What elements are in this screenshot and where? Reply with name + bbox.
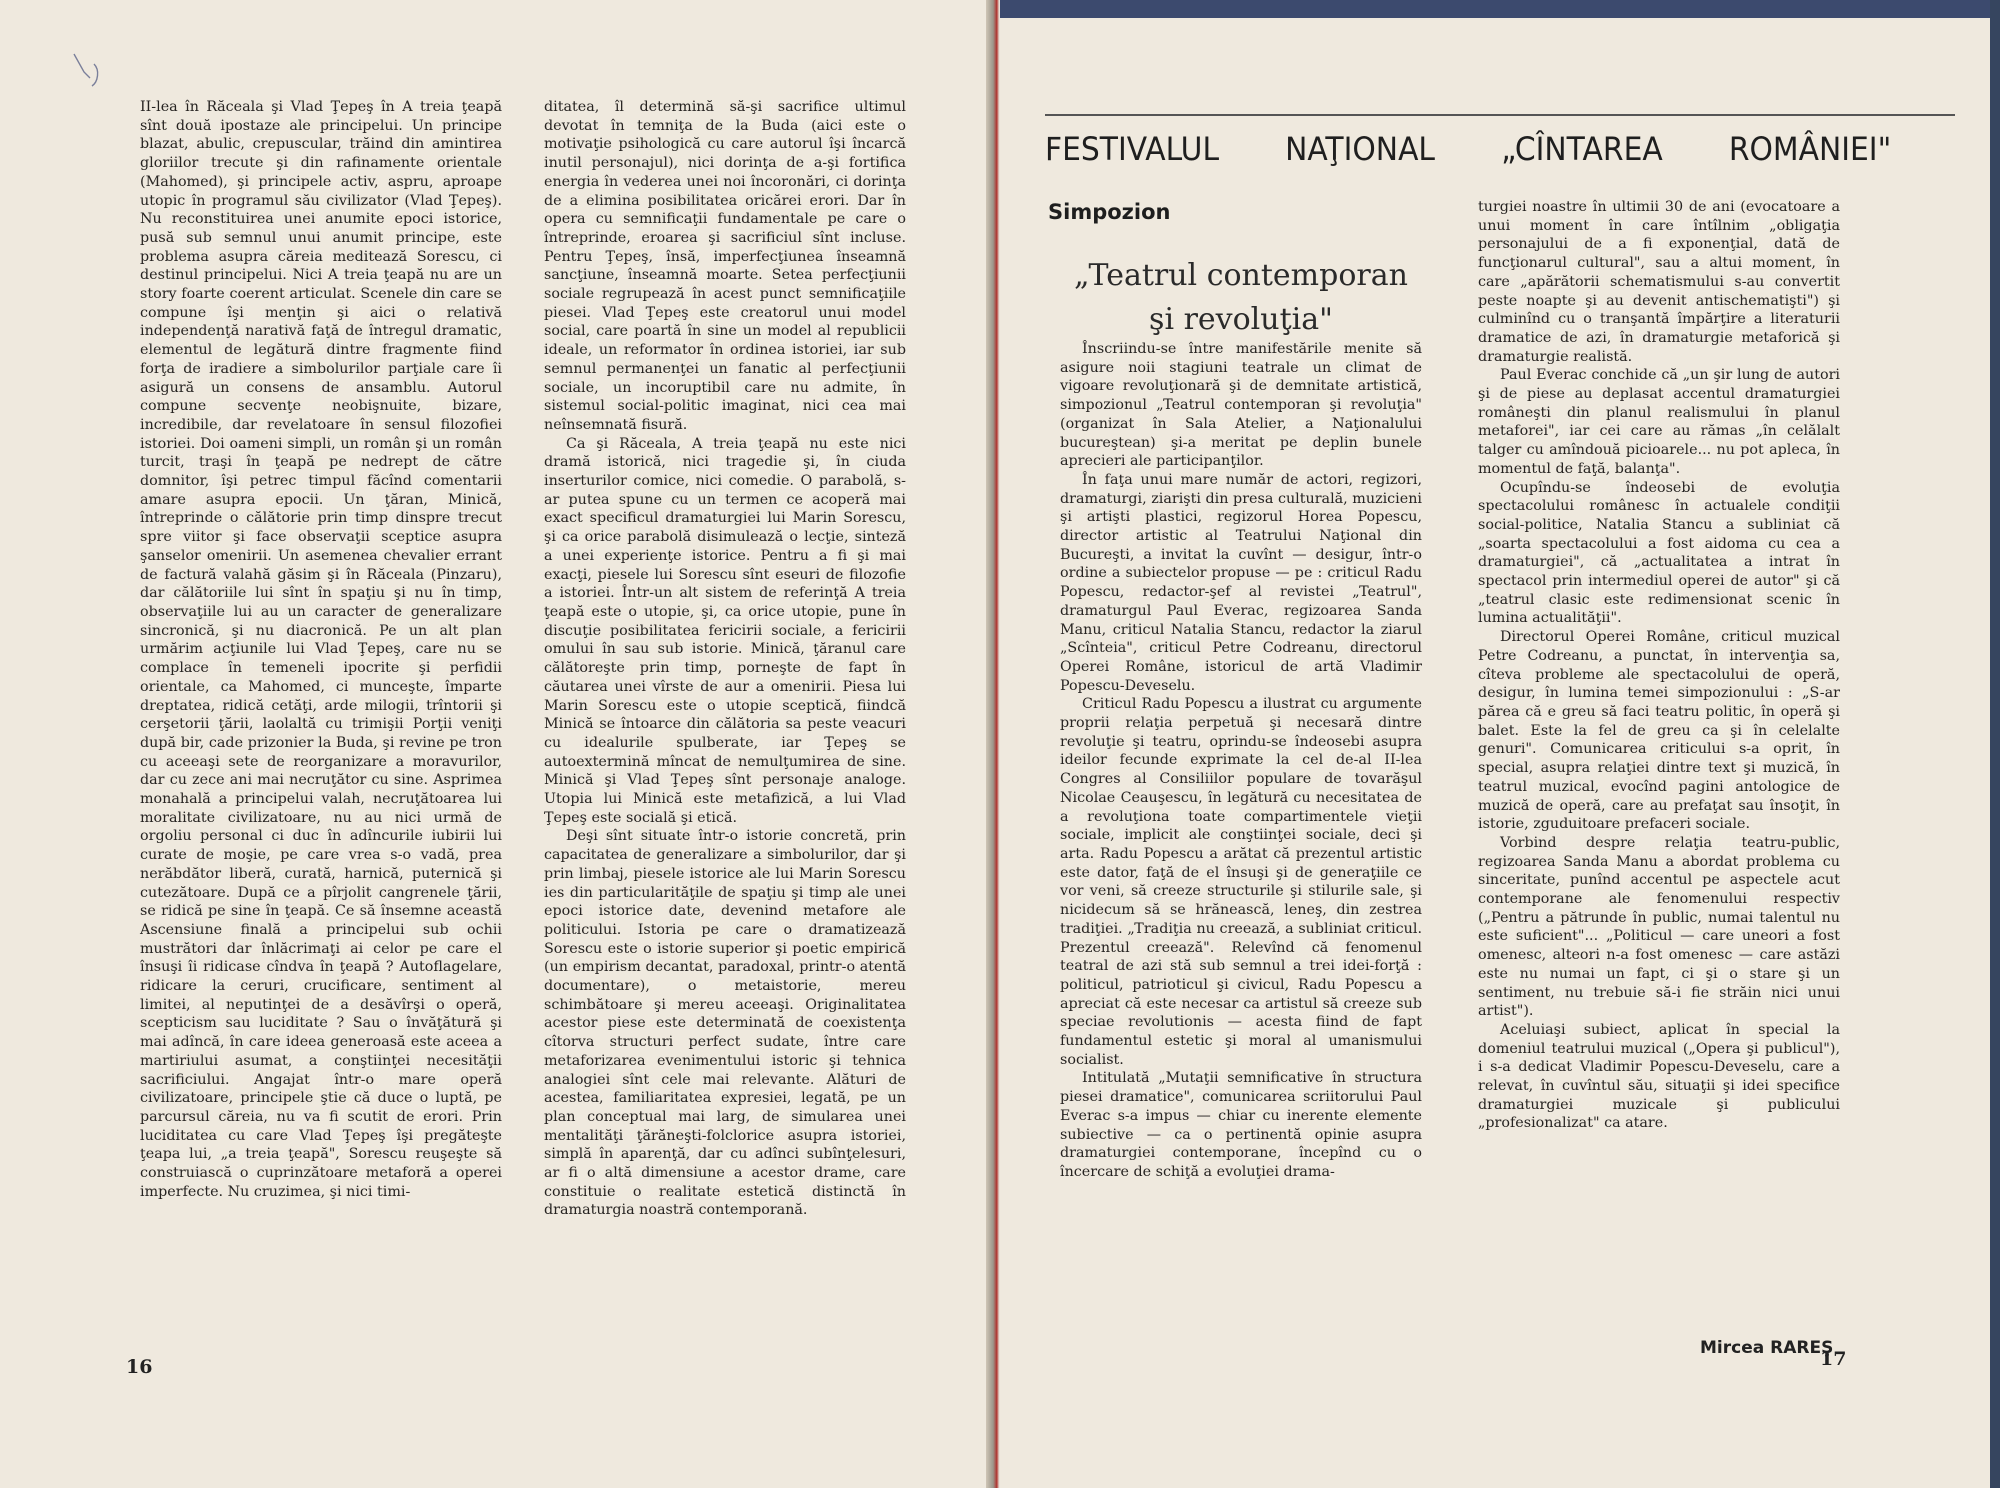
left-column-1 xyxy=(140,98,502,1201)
paragraph: Vorbind despre relaţia teatru-public, regizoarea Sanda Manu a abordat problema cu sinceritate, punînd accentul pe aspectele acut contemporane ale fenomenului respectiv („Pentru a pătrunde în public, numai talentul nu este suficient"... „Politicul — care uneori a fost omenesc, alteori n-a fost omenesc — care astăzi este nu numai un fapt, ci şi o stare şi un sentiment, nu trebuie să-i fie străin nici unui artist"). xyxy=(1478,834,1840,1020)
header-word: „CÎNTAREA xyxy=(1501,130,1663,168)
article-title-line-1: „Teatrul contemporan xyxy=(1074,258,1408,293)
header-text xyxy=(1045,130,1891,168)
paragraph: turgiei noastre în ultimii 30 de ani (evocatoare a unui moment în care întîlnim „obligaţia personajului de a fi exponenţial, dată de funcţionarul cultural", sau a altui moment, în care „apărătorii schematismului s-au convertit peste noapte şi au devenit antischematişti") şi culminînd cu o tranşantă împărţire a literaturii dramatice de azi, în dramaturgie metaforică şi dramaturgie realistă. xyxy=(1478,199,1840,365)
paragraph: Directorul Operei Române, criticul muzical Petre Codreanu, a punctat, în intervenţia sa, cîteva probleme ale spectacolului de operă, desigur, în lumina temei simpozionului : „S-ar părea că e greu să faci teatru politic, în operă şi balet. Este la fel de greu ca şi în celelalte genuri". Comunicarea criticului s-a oprit, în special, asupra relaţiei dintre text şi muzică, în teatrul muzical, evocînd pagini antologice de muzică de operă, care au prefaţat sau însoţit, în istorie, zguduitoare prefaceri sociale. xyxy=(1478,629,1840,833)
paragraph: Intitulată „Mutaţii semnificative în structura piesei dramatice", comunicarea scriitorului Paul Everac s-a impus — chiar cu inerente elemente subiective — ca o pertinentă opinie asupra dramaturgiei contemporane, începînd cu o încercare de schiţă a evoluţiei drama- xyxy=(1060,1070,1422,1180)
paragraph: Paul Everac conchide că „un şir lung de autori şi de piese au deplasat accentul dramaturgiei româneşti din planul realismului în planul metaforei", iar cei care au rămas „în celălalt talger cu amîndouă picioarele... nu pot apleca, în momentul de faţă, balanţa". xyxy=(1478,367,1840,477)
left-column-2 xyxy=(544,98,906,1220)
article-title-line-2: şi revoluţia" xyxy=(1149,302,1333,337)
header-word: ROMÂNIEI" xyxy=(1728,130,1892,168)
paragraph: Criticul Radu Popescu a ilustrat cu argumente proprii relaţia perpetuă şi necesară dintre revoluţie şi teatru, oprindu-se îndeosebi asupra ideilor fecunde exprimate la cel de-al II-lea Congres al Consiliilor populare de tovarăşul Nicolae Ceauşescu, în legătură cu necesitatea de a revoluţiona toate compartimentele vieţii sociale, implicit ale conştiinţei sociale, deci şi arta. Radu Popescu a arătat că prezentul artistic este dator, faţă de el însuşi şi de generaţiile ce vor veni, să creeze structurile şi stilurile sale, şi nicidecum să se hrănească, leneş, din zestrea tradiţiei. „Tradiţia nu creează, a subliniat criticul. Prezentul creează". Relevînd că fenomenul teatral de azi stă sub semnul a trei idei-forţă : politicul, patrioticul şi civicul, Radu Popescu a apreciat că este necesar ca artistul să creeze sub speciae revolutionis — acesta fiind de fapt fundamentul estetic şi moral al umanismului socialist. xyxy=(1060,696,1422,1068)
header-word: NAŢIONAL xyxy=(1285,130,1436,168)
right-column-2 xyxy=(1478,198,1840,1133)
author-signature: Mircea RAREŞ xyxy=(1700,1338,1834,1358)
paragraph: Ocupîndu-se îndeosebi de evoluţia spectacolului românesc în actualele condiţii social-politice, Natalia Stancu a subliniat că „soarta spectacolului a fost aidoma cu cea a dramaturgiei", că „actualitatea a intrat în spectacol prin intermediul operei de autor" şi că „teatrul clasic este redimensionat scenic în lumina actualităţii". xyxy=(1478,479,1840,627)
paragraph: În faţa unui mare număr de actori, regizori, dramaturgi, ziarişti din presa culturală, muzicieni şi artişti plastici, regizorul Horea Popescu, director artistic al Teatrului Naţional din Bucureşti, a invitat la cuvînt — desigur, într-o ordine a subiectelor propuse — pe : criticul Radu Popescu, redactor-şef al revistei „Teatrul", dramaturgul Paul Everac, regizoarea Sanda Manu, criticul Natalia Stancu, redactor la ziarul „Scînteia", criticul Petre Codreanu, directorul Operei Române, istoricul de artă Vladimir Popescu-Deveselu. xyxy=(1060,471,1422,694)
paragraph: Înscriindu-se între manifestările menite să asigure noii stagiuni teatrale un climat de vigoare revoluţionară şi de demnitate artistică, simpozionul „Teatrul contemporan şi revoluţia" (organizat în Sala Atelier, a Naţionalului bucureştean) şi-a meritat pe deplin bunele aprecieri ale participanţilor. xyxy=(1060,341,1422,470)
right-page xyxy=(1000,18,2000,1488)
section-label: Simpozion xyxy=(1048,200,1171,224)
header-word: FESTIVALUL xyxy=(1045,130,1220,168)
article-title xyxy=(1060,254,1422,342)
festival-header xyxy=(1045,114,1955,172)
cover-edge-top xyxy=(1000,0,2000,18)
right-column-1 xyxy=(1060,340,1422,1182)
left-page xyxy=(0,0,992,1488)
pencil-mark-icon xyxy=(70,52,106,92)
page-number-right: 17 xyxy=(1820,1348,1847,1370)
cover-edge-right xyxy=(1990,0,2000,1488)
paragraph: II-lea în Răceala şi Vlad Ţepeş în A treia ţeapă sînt două ipostaze ale principelui. Un principe blazat, abulic, crepuscular, trăind din amintirea gloriilor trecute şi din rafinamente orientale (Mahomed), şi principele activ, aspru, aproape utopic în programul său civilizator (Vlad Ţepeş). Nu reconstituirea unei anumite epoci istorice, pusă sub semnul unui anumit principe, este problema asupra căreia meditează Sorescu, ci destinul principelui. Nici A treia ţeapă nu are un story foarte coerent articulat. Scenele din care se compune îşi menţin şi aici o relativă independenţă narativă faţă de întregul dramatic, elementul de legătură dintre fragmente fiind forţa de iradiere a simbolurilor parţiale care îi asigură un consens de ansamblu. Autorul compune secvenţe neobişnuite, bizare, incredibile, dar revelatoare în sensul filozofiei istoriei. Doi oameni simpli, un român şi un român turcit, traşi în ţeapă pe nedrept de către domnitor, îşi petrec timpul făcînd comentarii amare asupra epocii. Un ţăran, Minică, întreprinde o călătorie prin timp dinspre trecut spre viitor şi face observaţii sceptice asupra şanselor omenirii. Un asemenea chevalier errant de factură valahă găsim şi în Răceala (Pinzaru), dar călătoriile lui sînt în spaţiu şi nu în timp, observaţiile lui au un caracter de generalizare sincronică, şi nu diacronică. Pe un alt plan urmărim acţiunile lui Vlad Ţepeş, care nu se complace în temeneli ipocrite şi perfidii orientale, ca Mahomed, ci munceşte, împarte dreptatea, ridică cetăţi, arde milogii, trîntorii şi cerşetorii ţării, laolaltă cu trimişii Porţii veniţi după bir, cade prizonier la Buda, şi revine pe tron cu aceeaşi sete de reorganizare a moravurilor, dar cu zece ani mai necruţător cu sine. Asprimea monahală a principelui valah, necruţătoarea lui moralitate civilizatoare, nu au nici urmă de orgoliu personal ci duc în adîncurile iubirii lui curate de moşie, pe care vrea s-o vadă, prea nerăbdător liberă, curată, harnică, puternică şi cutezătoare. După ce a pîrjolit cangrenele ţării, se ridică pe sine în ţeapă. Ce să însemne această Ascensiune finală a principelui sub ochii mustrători dar înlăcrimaţi ai celor pe care el însuşi îi ridicase cîndva în ţeapă ? Autoflagelare, ridicare la ceruri, crucificare, sentiment al limitei, al neputinţei de a desăvîrşi o operă, scepticism sau luciditate ? Sau o învăţătură şi mai adîncă, în care ideea generoasă este aceea a martiriului asumat, a conştiinţei necesităţii sacrificiului. Angajat într-o mare operă civilizatoare, principele ştie că duce o luptă, pe parcursul căreia, nu va fi scutit de erori. Prin luciditatea cu care Vlad Ţepeş îşi pregăteşte ţeapa lui, „a treia ţeapă", Sorescu reuşeşte să construiască o cuprinzătoare metaforă a operei imperfecte. Nu cruzimea, şi nici timi- xyxy=(140,99,502,1200)
paragraph: ditatea, îl determină să-şi sacrifice ultimul devotat în temniţa de la Buda (aici este o motivaţie psihologică cu care autorul îşi încarcă inutil personajul), nici dorinţa de a-şi fortifica energia în vederea unei noi încoronări, ci dorinţa de a elimina posibilitatea oricărei erori. Dar în opera cu semnificaţii fundamentale pe care o întreprinde, eroarea şi sacrificiul sînt incluse. Pentru Ţepeş, însă, imperfecţiunea înseamnă sancţiune, înseamnă moarte. Setea perfecţiunii sociale regrupează în acest punct semnificaţiile piesei. Vlad Ţepeş este creatorul unui model social, care poartă în sine un model al republicii ideale, un reformator în ordinea istoriei, iar sub semnul permanenţei un fanatic al perfecţiunii sociale, un incoruptibil care nu admite, în sistemul social-politic imaginat, nici cea mai neînsemnată fisură. xyxy=(544,99,906,433)
paragraph: Deşi sînt situate într-o istorie concretă, prin capacitatea de generalizare a simbolurilor, dar şi prin limbaj, piesele istorice ale lui Marin Sorescu ies din particularităţile de spaţiu şi timp ale unei epoci istorice date, devenind metafore ale politicului. Istoria pe care o dramatizează Sorescu este o istorie superior şi poetic empirică (un empirism decantat, paradoxal, printr-o atentă documentare), o metaistorie, mereu schimbătoare şi mereu aceeaşi. Originalitatea acestor piese este determinată de coexistenţa cîtorva structuri perfect sudate, între care metaforizarea evenimentului istoric şi tehnica analogiei sînt cele mai relevante. Alături de acestea, familiaritatea expresiei, legată, pe un plan conceptual mai larg, de simularea unei mentalităţi ţărăneşti-folclorice asupra istoriei, simplă în aparenţă, dar cu adînci subînţelesuri, ar fi o altă dimensiune a acestor drame, care constituie o realitate estetică distinctă în dramaturgia noastră contemporană. xyxy=(544,828,906,1219)
page-number-left: 16 xyxy=(126,1356,153,1378)
paragraph: Aceluiaşi subiect, aplicat în special la domeniul teatrului muzical („Opera şi publicul"), i s-a dedicat Vladimir Popescu-Deveselu, care a relevat, în cuvîntul său, situaţii şi idei specifice dramaturgiei muzicale şi publicului „profesionalizat" ca atare. xyxy=(1478,1021,1840,1132)
paragraph: Ca şi Răceala, A treia ţeapă nu este nici dramă istorică, nici tragedie şi, în ciuda inserturilor comice, nici comedie. O parabolă, s-ar putea spune cu un termen ce acoperă mai exact specificul dramaturgiei lui Marin Sorescu, şi ca orice parabolă disimulează o lecţie, sinteză a unei experienţe istorice. Pentru a fi şi mai exacţi, piesele lui Sorescu sînt eseuri de filozofie a istoriei. Într-un alt sistem de referinţă A treia ţeapă este o utopie, şi, ca orice utopie, pune în discuţie posibilitatea fericirii sociale, a fericirii omului în sau sub istorie. Minică, ţăranul care călătoreşte prin timp, porneşte de fapt în căutarea unei vîrste de aur a omenirii. Piesa lui Marin Sorescu este o utopie sceptică, fiindcă Minică se întoarce din călătoria sa peste veacuri cu idealurile spulberate, iar Ţepeş se autoextermină mîncat de nemulţumirea de sine. Minică şi Vlad Ţepeş sînt personaje analoge. Utopia lui Minică este metafizică, a lui Vlad Ţepeş este socială şi etică. xyxy=(544,435,906,826)
